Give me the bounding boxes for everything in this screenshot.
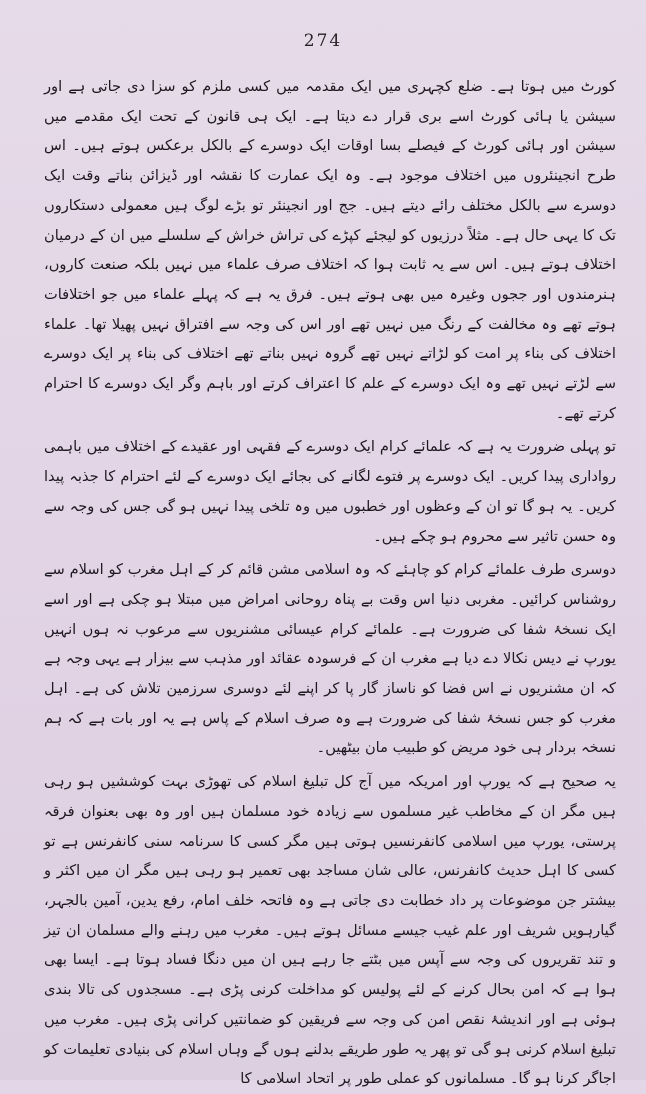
paragraph-4: یہ صحیح ہے کہ یورپ اور امریکہ میں آج کل تبلیغ اسلام کی تھوڑی بہت کوششیں ہو رہی ہیں مگر ان کے مخاطب غیر مسلموں سے زیادہ خود مسلمان ہیں اور وہ بھی بعنوان فرقہ پرستی، یورپ میں اسلامی کانفرنسیں ہوتی ہیں مگر کسی کا سرنامہ سنی کانفرنس ہے تو کسی کا اہل حدیث کانفرنس، عالی شان مساجد بھی تعمیر ہو رہی ہیں مگر ان میں اکثر و بیشتر جن موضوعات پر داد خطابت دی جاتی ہے وہ فاتحہ خلف امام، رفع یدین، آمین بالجہر، گیارہویں شریف اور علم غیب جیسے مسائل ہوتے ہیں۔ مغرب میں رہنے والے مسلمان ان تیز و تند تقریروں کی وجہ سے آپس میں بٹتے جا رہے ہیں ان میں دنگا فساد ہوتا ہے۔ ایسا بھی ہوا ہے کہ امن بحال کرنے کے لئے پولیس کو مداخلت کرنی پڑی ہے۔ مسجدوں کی تالا بندی ہوئی ہے اور اندیشۂ نقص امن کی وجہ سے فریقین کو ضمانتیں کرانی پڑی ہیں۔ مغرب میں تبلیغ اسلام کرنی ہو گی تو پھر یہ طور طریقے بدلنے ہوں گے وہاں اسلام کی بنیادی تعلیمات کو اجاگر کرنا ہو گا۔ مسلمانوں کو عملی طور پر اتحاد اسلامی کا xyxy=(44,773,616,1088)
paragraph-3: دوسری طرف علمائے کرام کو چاہئے کہ وہ اسلامی مشن قائم کر کے اہل مغرب کو اسلام سے روشناس کرائیں۔ مغربی دنیا اس وقت بے پناہ روحانی امراض میں مبتلا ہو چکی ہے اور اسے ایک نسخۂ شفا کی ضرورت ہے۔ علمائے کرام عیسائی مشنریوں سے مرعوب نہ ہوں انہیں یورپ نے دیس نکالا دے دیا ہے مغرب ان کے فرسودہ عقائد اور مذہب سے بیزار ہے یہی وجہ ہے کہ ان مشنریوں نے اس فضا کو ناساز گار پا کر اپنے لئے دوسری سرزمین تلاش کی ہے۔ اہل مغرب کو جس نسخۂ شفا کی ضرورت ہے وہ صرف اسلام کے پاس ہے یہ اور بات ہے کہ ہم نسخہ بردار ہی خود مریض کو طبیب مان بیٹھیں۔ xyxy=(44,561,616,757)
paragraph-2: تو پہلی ضرورت یہ ہے کہ علمائے کرام ایک دوسرے کے فقہی اور عقیدے کے اختلاف میں باہمی رواداری پیدا کریں۔ ایک دوسرے پر فتوے لگانے کی بجائے ایک دوسرے کے لئے احترام کا جذبہ پیدا کریں۔ یہ ہو گا تو ان کے وعظوں اور خطبوں میں وہ تلخی پیدا نہیں ہو گی جس کی وجہ سے وہ حسن تاثیر سے محروم ہو چکے ہیں۔ xyxy=(44,438,616,545)
page-text-body xyxy=(44,72,616,1094)
page-number: 274 xyxy=(303,31,343,51)
paragraph-1: کورٹ میں ہوتا ہے۔ ضلع کچہری میں ایک مقدمہ میں کسی ملزم کو سزا دی جاتی ہے اور سیشن یا ہائی کورٹ اسے بری قرار دے دیتا ہے۔ ایک ہی قانون کے تحت ایک مقدمے میں سیشن اور ہائی کورٹ کے فیصلے بسا اوقات ایک دوسرے کے بالکل برعکس ہوتے ہیں۔ اس طرح انجینئروں میں اختلاف موجود ہے۔ وہ ایک عمارت کا نقشہ اور ڈیزائن بناتے وقت ایک دوسرے سے بالکل مختلف رائے دیتے ہیں۔ جج اور انجینئر تو بڑے لوگ ہیں معمولی دستکاروں تک کا یہی حال ہے۔ مثلاً درزیوں کو لیجئے کپڑے کی تراش خراش کے سلسلے میں ان کے درمیان اختلاف ہوتے ہیں۔ اس سے یہ ثابت ہوا کہ اختلاف صرف علماء میں نہیں بلکہ صنعت کاروں، ہنرمندوں اور ججوں وغیرہ میں بھی ہوتے ہیں۔ فرق یہ ہے کہ پہلے علماء میں جو اختلافات ہوتے تھے وہ مخالفت کے رنگ میں نہیں تھے اور اس کی وجہ سے افتراق نہیں پھیلا تھا۔ علماء اختلاف کی بناء پر امت کو لڑاتے نہیں تھے گروہ نہیں بناتے تھے اختلاف کی بناء پر ایک دوسرے سے لڑتے نہیں تھے وہ ایک دوسرے کے علم کا اعتراف کرتے اور باہم وگر ایک دوسرے کا احترام کرتے تھے۔ xyxy=(44,78,616,422)
